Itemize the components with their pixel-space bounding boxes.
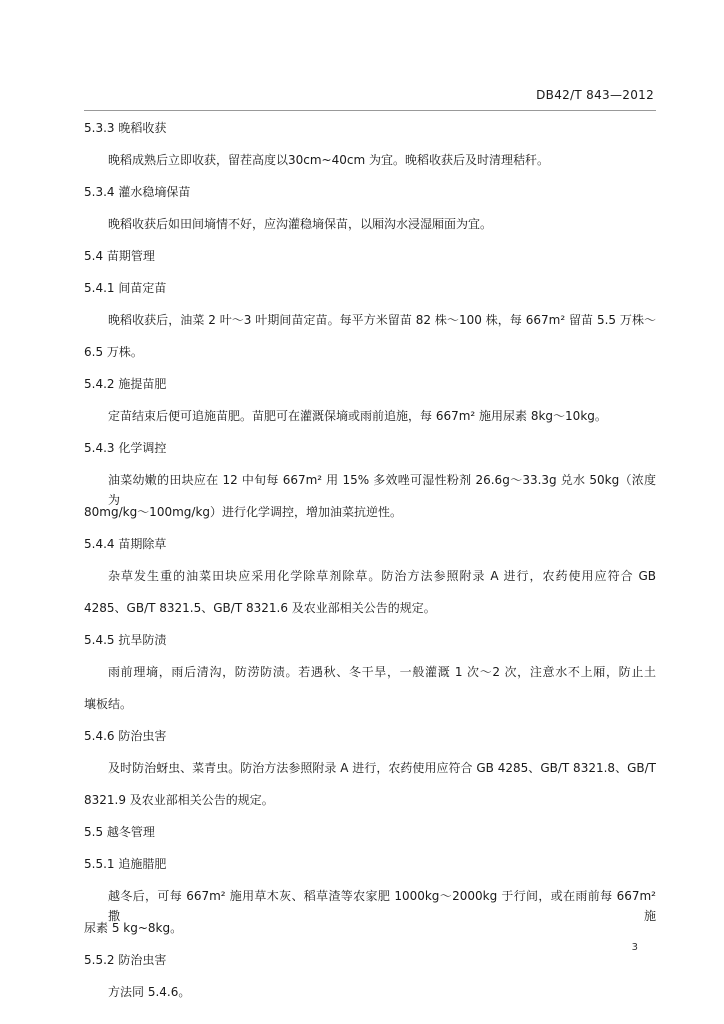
paragraph xyxy=(84,758,656,810)
paragraph-line: 80mg/kg～100mg/kg）进行化学调控，增加油菜抗逆性。 xyxy=(84,505,403,519)
paragraph-line: 尿素 5 kg~8kg。 xyxy=(84,921,183,935)
paragraph-line: 雨前理墒，雨后清沟，防涝防渍。若遇秋、冬干旱，一般灌溉 1 次～2 次，注意水不上厢，防止土 xyxy=(108,665,656,679)
paragraph xyxy=(84,406,656,426)
paragraph-line: 晚稻收获后，油菜 2 叶～3 叶期间苗定苗。每平方米留苗 82 株～100 株，每 667m² 留苗 5.5 万株～ xyxy=(108,313,656,327)
document-code: DB42/T 843—2012 xyxy=(536,88,654,102)
section-heading: 5.4.2 施提苗肥 xyxy=(84,377,167,391)
section-heading: 5.4.1 间苗定苗 xyxy=(84,281,167,295)
paragraph xyxy=(84,214,656,234)
paragraph-line: 杂草发生重的油菜田块应采用化学除草剂除草。防治方法参照附录 A 进行，农药使用应符合 GB xyxy=(108,569,656,583)
paragraph-line: 壤板结。 xyxy=(84,697,133,711)
paragraph xyxy=(84,150,656,170)
section-heading: 5.5.2 防治虫害 xyxy=(84,953,167,967)
page-number: 3 xyxy=(631,942,638,953)
paragraph-line: 4285、GB/T 8321.5、GB/T 8321.6 及农业部相关公告的规定。 xyxy=(84,601,436,615)
paragraph xyxy=(84,470,656,522)
paragraph xyxy=(84,310,656,362)
paragraph-line: 越冬后，可每 667m² 施用草木灰、稻草渣等农家肥 1000kg～2000kg 于行间，或在雨前每 667m² 撒施 xyxy=(108,889,656,923)
section-heading: 5.5.1 追施腊肥 xyxy=(84,857,167,871)
paragraph xyxy=(84,982,656,1002)
section-heading: 5.3.3 晚稻收获 xyxy=(84,121,167,135)
section-heading: 5.4.4 苗期除草 xyxy=(84,537,167,551)
paragraph-line: 晚稻收获后如田间墒情不好，应沟灌稳墒保苗，以厢沟水浸湿厢面为宜。 xyxy=(108,217,493,231)
paragraph-line: 8321.9 及农业部相关公告的规定。 xyxy=(84,793,274,807)
document-body xyxy=(84,118,656,1014)
header-rule xyxy=(84,110,656,111)
paragraph xyxy=(84,662,656,714)
section-heading: 5.4.3 化学调控 xyxy=(84,441,167,455)
paragraph-line: 及时防治蚜虫、菜青虫。防治方法参照附录 A 进行，农药使用应符合 GB 4285、GB/T 8321.8、GB/T xyxy=(108,761,656,775)
paragraph xyxy=(84,566,656,618)
paragraph-line: 6.5 万株。 xyxy=(84,345,143,359)
paragraph xyxy=(84,886,656,938)
paragraph-line: 油菜幼嫩的田块应在 12 中旬每 667m² 用 15% 多效唑可湿性粉剂 26.6g～33.3g 兑水 50kg（浓度为 xyxy=(108,473,656,507)
paragraph-line: 定苗结束后便可追施苗肥。苗肥可在灌溉保墒或雨前追施，每 667m² 施用尿素 8kg～10kg。 xyxy=(108,409,607,423)
section-heading: 5.4.6 防治虫害 xyxy=(84,729,167,743)
section-heading: 5.5 越冬管理 xyxy=(84,825,155,839)
section-heading: 5.4 苗期管理 xyxy=(84,249,155,263)
paragraph-line: 晚稻成熟后立即收获，留茬高度以30cm~40cm 为宜。晚稻收获后及时清理秸秆。 xyxy=(108,153,549,167)
paragraph-line: 方法同 5.4.6。 xyxy=(108,985,191,999)
section-heading: 5.3.4 灌水稳墒保苗 xyxy=(84,185,191,199)
section-heading: 5.4.5 抗旱防渍 xyxy=(84,633,167,647)
